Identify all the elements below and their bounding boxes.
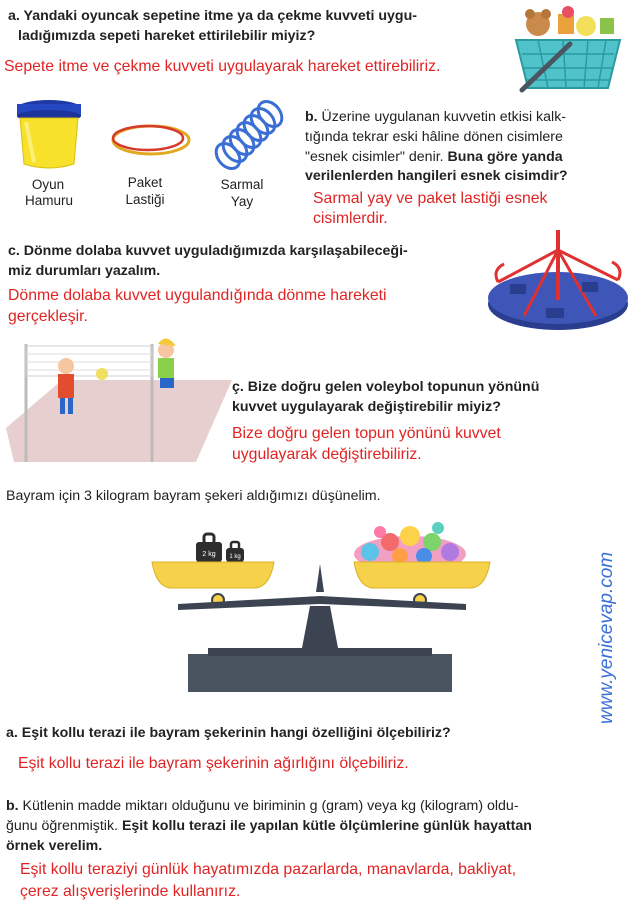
weight-1kg-label: 1 kg (229, 554, 241, 560)
question-cc-line1: ç. Bize doğru gelen voleybol topunun yönünü (232, 379, 540, 395)
answer-a2: Eşit kollu terazi ile bayram şekerinin ağırlığını ölçebiliriz. (18, 755, 409, 772)
toy-basket-illustration (508, 4, 628, 96)
answer-c-line1: Dönme dolaba kuvvet uygulandığında dönme hareketi (8, 287, 387, 304)
playdough-label-2: Hamuru (24, 193, 73, 208)
question-b2-line1-text: Kütlenin madde miktarı olduğunu ve biriminin g (gram) veya kg (kilogram) oldu- (18, 798, 519, 814)
question-b1-line1 (305, 108, 566, 127)
merry-go-round-illustration (484, 220, 630, 336)
answer-c-line2: gerçekleşir. (8, 308, 88, 325)
question-b1-line3-normal: "esnek cisimler" denir. (305, 149, 448, 165)
answer-cc-line2: uygulayarak değiştirebiliriz. (232, 446, 422, 463)
question-a2: a. Eşit kollu terazi ile bayram şekerinin hangi özelliğini ölçebiliriz? (6, 725, 451, 741)
question-b1-line2: tığında tekrar eski hâline dönen cisimlere (305, 129, 563, 145)
question-b2-line1 (6, 797, 519, 816)
answer-cc-line1: Bize doğru gelen topun yönünü kuvvet (232, 425, 501, 442)
scale-intro-text: Bayram için 3 kilogram bayram şekeri aldığımızı düşünelim. (6, 488, 381, 504)
rubber-band-icon (108, 120, 194, 160)
question-b2-line2 (6, 817, 532, 836)
question-cc-line2: kuvvet uygulayarak değiştirebilir miyiz? (232, 399, 501, 415)
spring-label-2: Yay (230, 194, 254, 209)
question-a-line1: a. Yandaki oyuncak sepetine itme ya da çekme kuvveti uygu- (8, 8, 417, 24)
weight-2kg-label: 2 kg (202, 551, 216, 558)
rubber-band-label-2: Lastiği (125, 192, 165, 207)
question-b1-line4: verilenlerden hangileri esnek cisimdir? (305, 168, 568, 184)
answer-b2-line2: çerez alışverişlerinde kullanırız. (20, 883, 241, 900)
question-b1-line3-bold: Buna göre yanda (447, 149, 563, 165)
spring-icon (214, 96, 288, 172)
question-b1-line1-text: Üzerine uygulanan kuvvetin etkisi kalk- (317, 109, 567, 125)
volleyball-scene-illustration (2, 332, 234, 466)
question-b1-line3 (305, 148, 563, 167)
question-a-line2: ladığımızda sepeti hareket ettirilebilir miyiz? (18, 28, 316, 44)
question-c-line1: c. Dönme dolaba kuvvet uyguladığımızda karşılaşabileceği- (8, 243, 408, 259)
question-b2-prefix: b. (6, 798, 19, 814)
question-b2-line2-normal: ğunu öğrenmiştik. (6, 818, 122, 834)
svg-text:www.yenicevap.com: www.yenicevap.com (596, 551, 617, 724)
rubber-band-label-1: Paket (127, 175, 163, 190)
playdough-icon (14, 98, 84, 170)
question-b1-prefix: b. (305, 109, 318, 125)
question-c-line2: miz durumları yazalım. (8, 263, 161, 279)
answer-b1-line1: Sarmal yay ve paket lastiği esnek (313, 190, 548, 207)
question-b2-line2-bold: Eşit kollu terazi ile yapılan kütle ölçümlerine günlük hayattan (121, 818, 532, 834)
watermark-text (596, 500, 622, 730)
balance-scale-illustration (148, 512, 498, 696)
question-b2-line3: örnek verelim. (6, 838, 103, 854)
spring-label-1: Sarmal (220, 177, 264, 192)
answer-b1-line2: cisimlerdir. (313, 210, 388, 227)
answer-a: Sepete itme ve çekme kuvveti uygulayarak hareket ettirebiliriz. (4, 58, 441, 75)
answer-b2-line1: Eşit kollu teraziyi günlük hayatımızda pazarlarda, manavlarda, bakliyat, (20, 861, 517, 878)
playdough-label-1: Oyun (31, 177, 65, 192)
